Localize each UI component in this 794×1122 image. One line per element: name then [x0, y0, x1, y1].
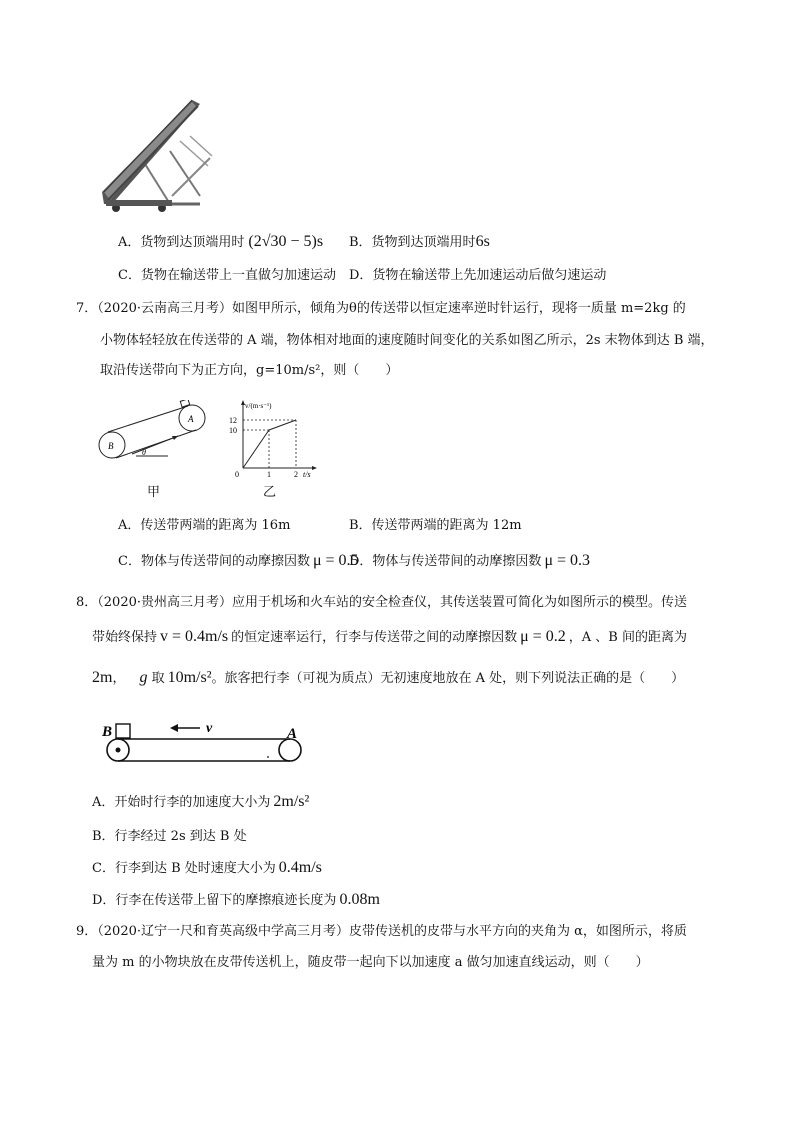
q8-line3-g-value: 10m/s²: [167, 669, 212, 686]
q6-option-b-text: B．货物到达顶端用时: [349, 235, 476, 250]
q7-stem-line3: 取沿传送带向下为正方向，g=10m/s²，则（ ）: [100, 363, 399, 378]
q8-option-a[interactable]: [92, 792, 309, 813]
q8-line3-distance: 2m: [92, 669, 113, 686]
q7-graph-x1: 1: [267, 470, 271, 478]
q6-option-a-formula: (2√30 − 5)s: [248, 233, 324, 250]
q8-fig-label-b: B: [102, 724, 113, 740]
q8-fig-label-a: A: [287, 726, 298, 742]
q7-stem-line1: 7．（2020·云南高三月考）如图甲所示，倾角为θ的传送带以恒定速率逆时针运行，现将一质量 m=2kg 的: [76, 301, 686, 316]
q7-graph-y-axis-label: v/(m·s⁻¹): [245, 402, 272, 410]
q7-option-b[interactable]: B．传送带两端的距离为 12m: [349, 518, 522, 533]
q7-figure-left-caption: 甲: [147, 485, 161, 500]
q7-fig-label-b: B: [108, 441, 114, 451]
q7-graph-y10: 10: [229, 426, 237, 435]
q7-fig-label-theta: θ: [142, 448, 146, 457]
q8-option-a-text: A．开始时行李的加速度大小为: [92, 795, 271, 810]
q7-graph-x2: 2: [294, 470, 298, 478]
q7-option-c-value: μ = 0.5: [312, 552, 359, 569]
q8-option-d-value: 0.08m: [339, 891, 380, 908]
q7-stem-line2: 小物体轻轻放在传送带的 A 端，物体相对地面的速度随时间变化的关系如图乙所示，2s 末物体到达 B 端，: [100, 333, 714, 348]
q8-line2-text-b: 的恒定速率运行，行李与传送带之间的动摩擦因数: [231, 630, 518, 645]
q7-option-d[interactable]: [349, 551, 590, 572]
q8-option-c-text: C．行李到达 B 处时速度大小为: [92, 861, 276, 876]
q7-figure-incline: [96, 400, 216, 496]
q7-graph-x0: 0: [235, 470, 239, 478]
q7-graph-y12: 12: [229, 416, 237, 425]
q6-option-b[interactable]: [349, 232, 490, 253]
q8-option-d[interactable]: [92, 890, 380, 911]
q7-option-d-value: μ = 0.3: [544, 552, 591, 569]
q6-option-a[interactable]: [118, 232, 323, 253]
q6-option-d[interactable]: D．货物在输送带上先加速运动后做匀速运动: [349, 268, 607, 283]
q8-option-c-value: 0.4m/s: [278, 859, 322, 876]
q7-figure-vt-graph: [225, 398, 325, 478]
q8-figure-belt: [100, 712, 310, 768]
q8-option-d-text: D．行李在传送带上留下的摩擦痕迹长度为: [92, 893, 337, 908]
q8-line3-text: 。旅客把行李（可视为质点）无初速度地放在 A 处，则下列说法正确的是（ ）: [211, 671, 685, 686]
q6-option-c[interactable]: C．货物在输送带上一直做匀加速运动: [118, 268, 336, 283]
q8-line2-speed: v = 0.4m/s: [160, 628, 229, 645]
q7-option-a[interactable]: A．传送带两端的距离为 16m: [118, 518, 291, 533]
q8-fig-label-v: v: [206, 721, 213, 736]
q8-line3-take: 取: [147, 671, 165, 686]
q8-line2-mu: μ = 0.2: [520, 628, 566, 645]
q8-option-b[interactable]: B．行李经过 2s 到达 B 处: [92, 829, 247, 844]
q8-stem-line1: 8．（2020·贵州高三月考）应用于机场和火车站的安全检查仪，其传送装置可简化为如图所示的模型。传送: [76, 595, 687, 610]
q6-option-a-text: A．货物到达顶端用时: [118, 235, 245, 250]
q8-stem-line2: [92, 627, 687, 648]
q8-option-c[interactable]: [92, 858, 322, 879]
q9-stem-line1: 9．（2020·辽宁一尺和育英高级中学高三月考）皮带传送机的皮带与水平方向的夹角为 α，如图所示，将质: [76, 924, 687, 939]
q7-option-c[interactable]: [118, 551, 359, 572]
q9-stem-line2: 量为 m 的小物块放在皮带传送机上，随皮带一起向下以加速度 a 做匀加速直线运动，则（ ）: [92, 955, 649, 970]
q8-stem-line3: [92, 668, 684, 689]
q7-option-c-text: C．物体与传送带间的动摩擦因数: [118, 554, 310, 569]
q8-option-a-value: 2m/s²: [273, 793, 310, 810]
q8-line3-sep: ，: [112, 671, 126, 686]
q7-figure-right-caption: 乙: [263, 485, 277, 500]
conveyor-photo: [100, 96, 220, 216]
q8-line2-text-a: 带始终保持: [92, 630, 158, 645]
q7-option-d-text: D．物体与传送带间的动摩擦因数: [349, 554, 542, 569]
q8-line3-g: g: [139, 669, 148, 686]
q8-line2-text-c: ，A 、B 间的距离为: [568, 630, 687, 645]
q7-graph-x-axis-label: t/s: [303, 470, 311, 478]
q7-fig-label-a: A: [188, 414, 194, 424]
q6-option-b-value: 6s: [475, 233, 490, 250]
